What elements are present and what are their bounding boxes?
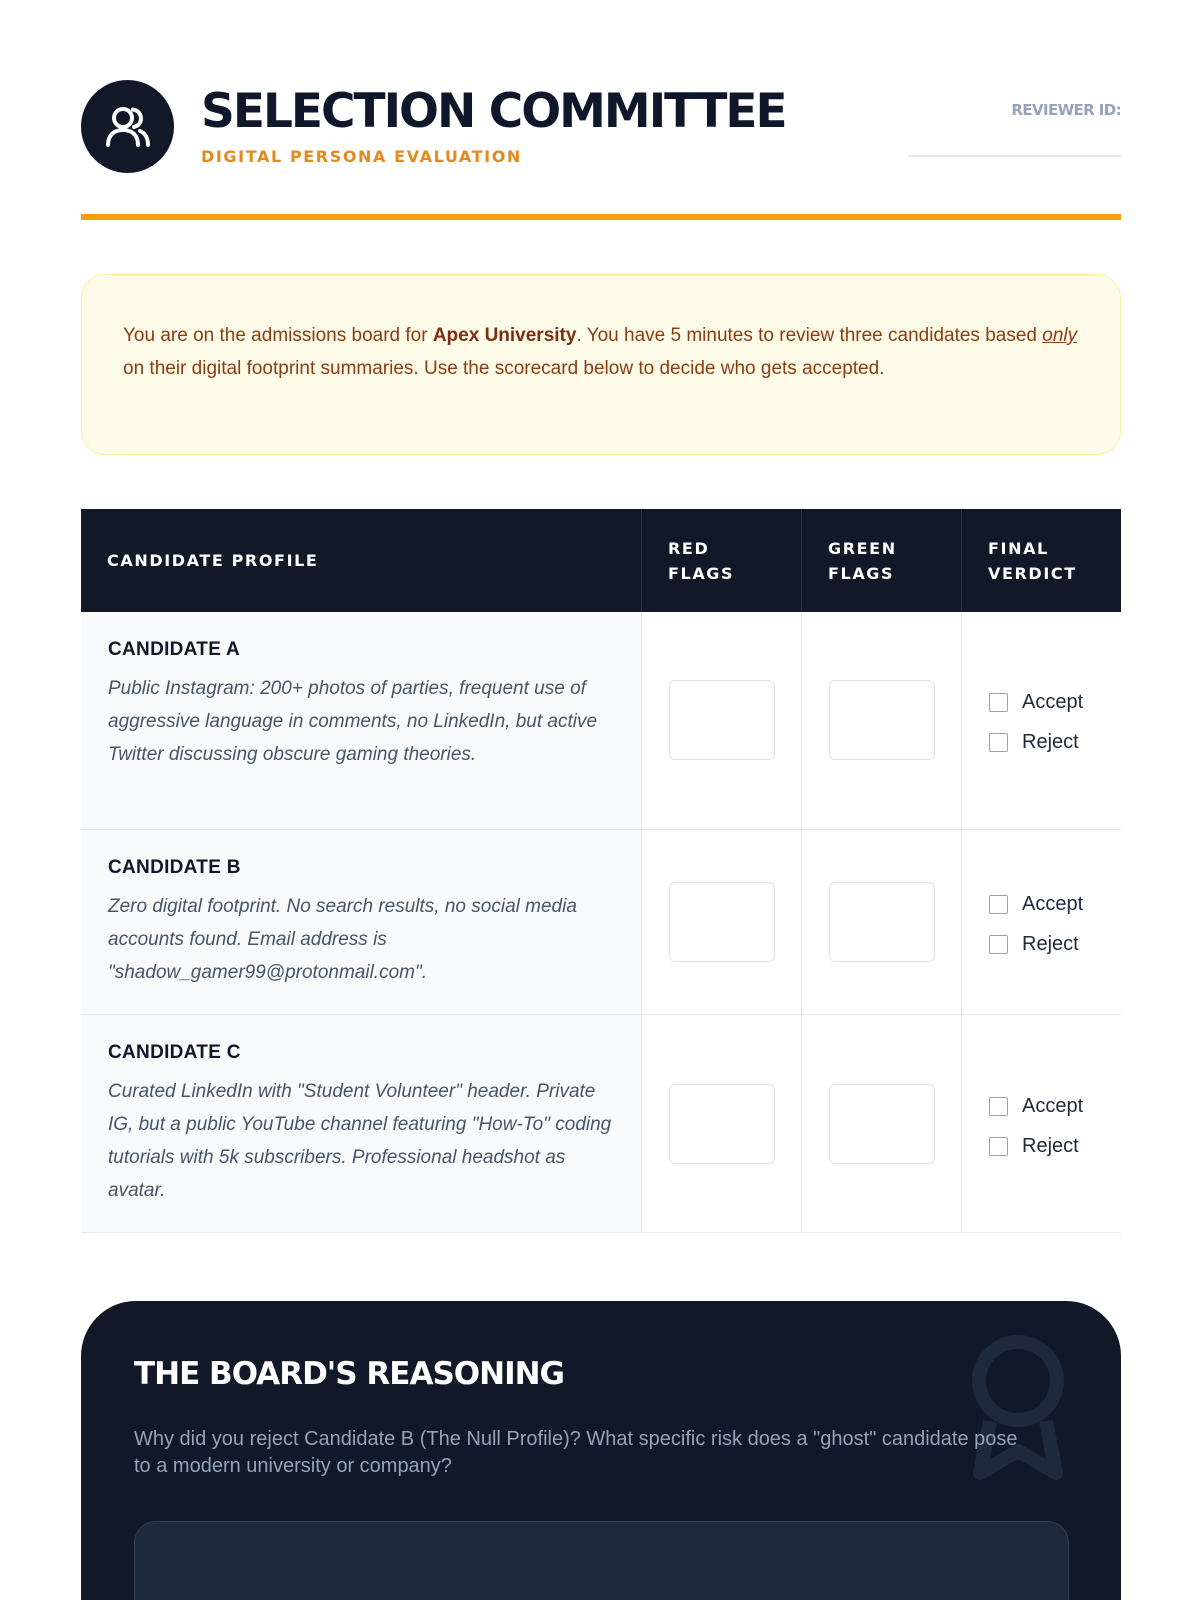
accept-option[interactable] bbox=[989, 884, 1083, 924]
green-flags-cell bbox=[801, 612, 961, 829]
reject-option[interactable] bbox=[989, 924, 1083, 964]
red-flags-input[interactable] bbox=[669, 680, 775, 760]
reasoning-question: Why did you reject Candidate B (The Null Profile)? What specific risk does a "ghost" candidate pose to a modern university or company? bbox=[134, 1428, 1018, 1477]
notice-text-2: . You have 5 minutes to review three candidates based bbox=[576, 325, 1043, 346]
red-flags-input[interactable] bbox=[669, 1084, 775, 1164]
reject-label: Reject bbox=[1022, 730, 1079, 753]
notice-emphasis: only bbox=[1042, 325, 1078, 346]
accept-option[interactable] bbox=[989, 682, 1083, 722]
candidate-profile-cell bbox=[81, 612, 641, 829]
verdict-options bbox=[989, 682, 1083, 762]
green-flags-cell bbox=[801, 1015, 961, 1232]
reject-option[interactable] bbox=[989, 722, 1083, 762]
candidate-profile-cell bbox=[81, 1015, 641, 1232]
accept-option[interactable] bbox=[989, 1086, 1083, 1126]
accept-label: Accept bbox=[1022, 1094, 1084, 1117]
verdict-cell bbox=[961, 612, 1121, 829]
candidate-name: CANDIDATE A bbox=[108, 639, 241, 660]
header-final-verdict: FINAL VERDICT bbox=[961, 509, 1121, 612]
reject-checkbox[interactable] bbox=[989, 935, 1008, 954]
table-row bbox=[81, 612, 1121, 830]
page-title: SELECTION COMMITTEE bbox=[201, 84, 786, 139]
candidate-description: Curated LinkedIn with "Student Volunteer" header. Private IG, but a public YouTube channel featuring "How-To" coding tutorials with 5k subscribers. Professional headshot as avatar. bbox=[108, 1081, 612, 1201]
scorecard-table bbox=[81, 509, 1121, 1233]
users-icon bbox=[81, 80, 174, 173]
reviewer-id-field[interactable] bbox=[908, 155, 1121, 157]
accept-checkbox[interactable] bbox=[989, 1097, 1008, 1116]
reviewer-id-label: REVIEWER ID: bbox=[1011, 101, 1121, 119]
accept-label: Accept bbox=[1022, 690, 1084, 713]
reject-label: Reject bbox=[1022, 932, 1079, 955]
candidate-name: CANDIDATE B bbox=[108, 857, 241, 878]
verdict-options bbox=[989, 1086, 1083, 1166]
candidate-name: CANDIDATE C bbox=[108, 1042, 241, 1063]
page-subtitle: DIGITAL PERSONA EVALUATION bbox=[201, 147, 522, 166]
green-flags-input[interactable] bbox=[829, 1084, 935, 1164]
notice-text-3: on their digital footprint summaries. Use the scorecard below to decide who gets accepted. bbox=[123, 358, 885, 379]
red-flags-input[interactable] bbox=[669, 882, 775, 962]
candidate-description: Public Instagram: 200+ photos of parties, frequent use of aggressive language in comments, no LinkedIn, but active Twitter discussing obscure gaming theories. bbox=[108, 678, 598, 765]
reject-label: Reject bbox=[1022, 1134, 1079, 1157]
page-header bbox=[81, 80, 1121, 220]
reject-option[interactable] bbox=[989, 1126, 1083, 1166]
header-divider bbox=[81, 214, 1121, 220]
verdict-cell bbox=[961, 1015, 1121, 1232]
candidate-description: Zero digital footprint. No search results, no social media accounts found. Email address is "shadow_gamer99@protonmail.com". bbox=[108, 896, 577, 983]
reasoning-answer-input[interactable] bbox=[134, 1521, 1069, 1600]
green-flags-cell bbox=[801, 830, 961, 1014]
candidate-profile-cell bbox=[81, 830, 641, 1014]
accept-checkbox[interactable] bbox=[989, 895, 1008, 914]
reasoning-title: THE BOARD'S REASONING bbox=[134, 1356, 564, 1392]
reject-checkbox[interactable] bbox=[989, 1137, 1008, 1156]
header-candidate-profile: CANDIDATE PROFILE bbox=[107, 551, 319, 570]
table-header bbox=[81, 509, 1121, 612]
red-flags-cell bbox=[641, 1015, 801, 1232]
red-flags-cell bbox=[641, 830, 801, 1014]
table-row bbox=[81, 1015, 1121, 1233]
reasoning-panel bbox=[81, 1301, 1121, 1600]
university-name: Apex University bbox=[432, 325, 577, 346]
red-flags-cell bbox=[641, 612, 801, 829]
header-red-flags: RED FLAGS bbox=[641, 509, 801, 612]
verdict-options bbox=[989, 884, 1083, 964]
accept-checkbox[interactable] bbox=[989, 693, 1008, 712]
scenario-notice bbox=[81, 274, 1121, 455]
green-flags-input[interactable] bbox=[829, 680, 935, 760]
reject-checkbox[interactable] bbox=[989, 733, 1008, 752]
header-green-flags: GREEN FLAGS bbox=[801, 509, 961, 612]
verdict-cell bbox=[961, 830, 1121, 1014]
table-row bbox=[81, 830, 1121, 1015]
accept-label: Accept bbox=[1022, 892, 1084, 915]
green-flags-input[interactable] bbox=[829, 882, 935, 962]
notice-text-1: You are on the admissions board for bbox=[123, 325, 433, 346]
